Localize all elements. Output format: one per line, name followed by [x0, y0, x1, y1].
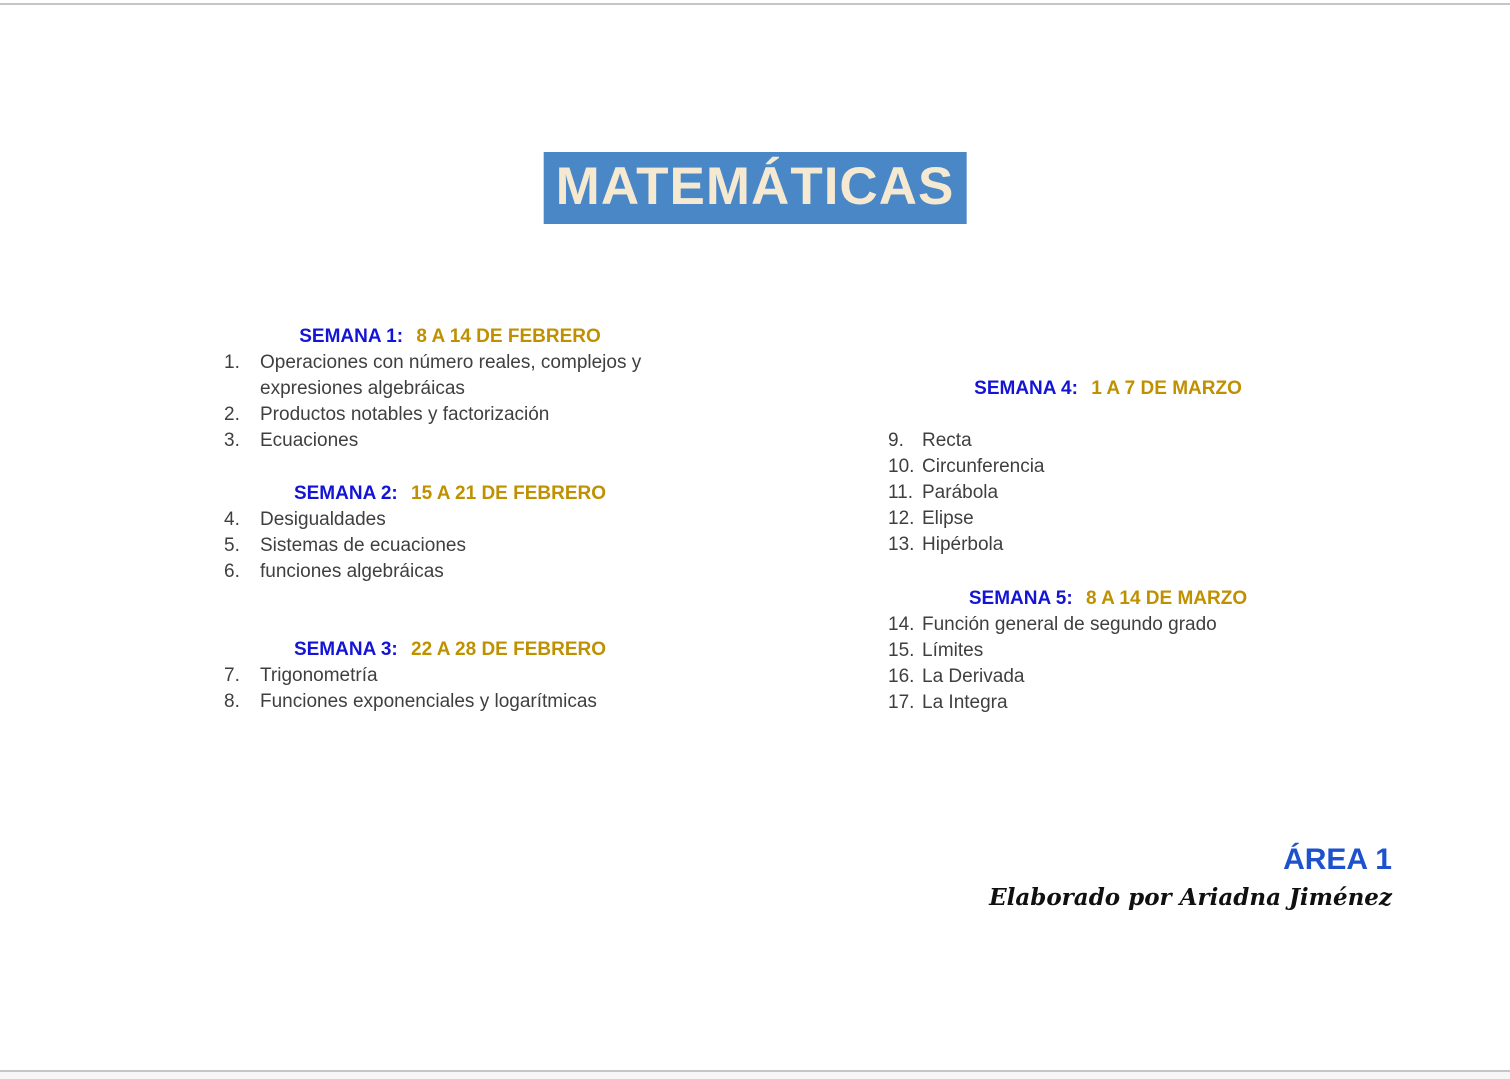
list-item [224, 402, 676, 428]
area-label: ÁREA 1 [1283, 843, 1392, 876]
week-4-label: SEMANA 4: [974, 378, 1078, 399]
item-number: 10. [888, 456, 915, 477]
item-number: 2. [224, 404, 240, 425]
item-number: 8. [224, 691, 240, 712]
list-item [888, 506, 1328, 532]
item-text: Recta [922, 430, 972, 451]
item-text: Operaciones con número reales, complejos y expresiones algebráicas [260, 352, 642, 399]
item-text: Hipérbola [922, 534, 1004, 555]
list-item [888, 612, 1328, 638]
list-item [888, 638, 1328, 664]
list-item [224, 663, 676, 689]
page-title: MATEMÁTICAS [544, 152, 967, 224]
item-text: Elipse [922, 508, 974, 529]
item-text: Ecuaciones [260, 430, 359, 451]
list-item [888, 428, 1328, 454]
credit-line: Elaborado por Ariadna Jiménez [989, 884, 1392, 911]
item-text: Funciones exponenciales y logarítmicas [260, 691, 597, 712]
item-number: 7. [224, 665, 240, 686]
week-5-label: SEMANA 5: [968, 588, 1073, 609]
item-number: 16. [888, 666, 915, 687]
top-divider [0, 3, 1510, 5]
left-column [224, 324, 676, 715]
week-4-header [888, 376, 1328, 402]
list-item [224, 350, 676, 402]
spacer [224, 454, 676, 481]
list-item [888, 454, 1328, 480]
item-number: 5. [224, 535, 240, 556]
item-number: 4. [224, 509, 240, 530]
item-text: funciones algebráicas [260, 561, 444, 582]
right-column [888, 376, 1328, 716]
week-4-dates: 1 A 7 DE MARZO [1091, 378, 1242, 399]
list-item [224, 507, 676, 533]
week-1-label: SEMANA 1: [299, 326, 404, 347]
week-2-label: SEMANA 2: [293, 483, 398, 504]
week-5-header [888, 586, 1328, 612]
item-number: 13. [888, 534, 915, 555]
item-text: Sistemas de ecuaciones [260, 535, 466, 556]
item-text: Parábola [922, 482, 999, 503]
item-text: La Integra [922, 692, 1008, 713]
item-text: Productos notables y factorización [260, 404, 550, 425]
item-number: 6. [224, 561, 240, 582]
item-number: 14. [888, 614, 915, 635]
list-item [224, 533, 676, 559]
week-3-dates: 22 A 28 DE FEBRERO [411, 639, 607, 660]
list-item [888, 480, 1328, 506]
item-text: Circunferencia [922, 456, 1045, 477]
week-2-header [224, 481, 676, 507]
item-text: Límites [922, 640, 984, 661]
list-item [888, 690, 1328, 716]
item-number: 9. [888, 430, 904, 451]
week-2-dates: 15 A 21 DE FEBRERO [411, 483, 607, 504]
week-1-header [224, 324, 676, 350]
week-5-dates: 8 A 14 DE MARZO [1085, 588, 1248, 609]
item-number: 3. [224, 430, 240, 451]
item-number: 15. [888, 640, 915, 661]
item-number: 11. [888, 482, 914, 503]
list-item [224, 428, 676, 454]
spacer [888, 558, 1328, 586]
list-item [888, 664, 1328, 690]
item-text: Trigonometría [260, 665, 378, 686]
list-item [888, 532, 1328, 558]
item-text: Desigualdades [260, 509, 386, 530]
week-3-header [224, 637, 676, 663]
item-text: La Derivada [922, 666, 1025, 687]
item-number: 1. [224, 352, 240, 373]
list-item [224, 689, 676, 715]
footer [989, 843, 1392, 913]
list-item [224, 559, 676, 585]
item-text: Función general de segundo grado [922, 614, 1217, 635]
bottom-margin [0, 1072, 1510, 1079]
item-number: 17. [888, 692, 915, 713]
spacer [888, 402, 1328, 428]
week-1-dates: 8 A 14 DE FEBRERO [416, 326, 601, 347]
week-3-label: SEMANA 3: [293, 639, 398, 660]
item-number: 12. [888, 508, 915, 529]
spacer [224, 585, 676, 637]
